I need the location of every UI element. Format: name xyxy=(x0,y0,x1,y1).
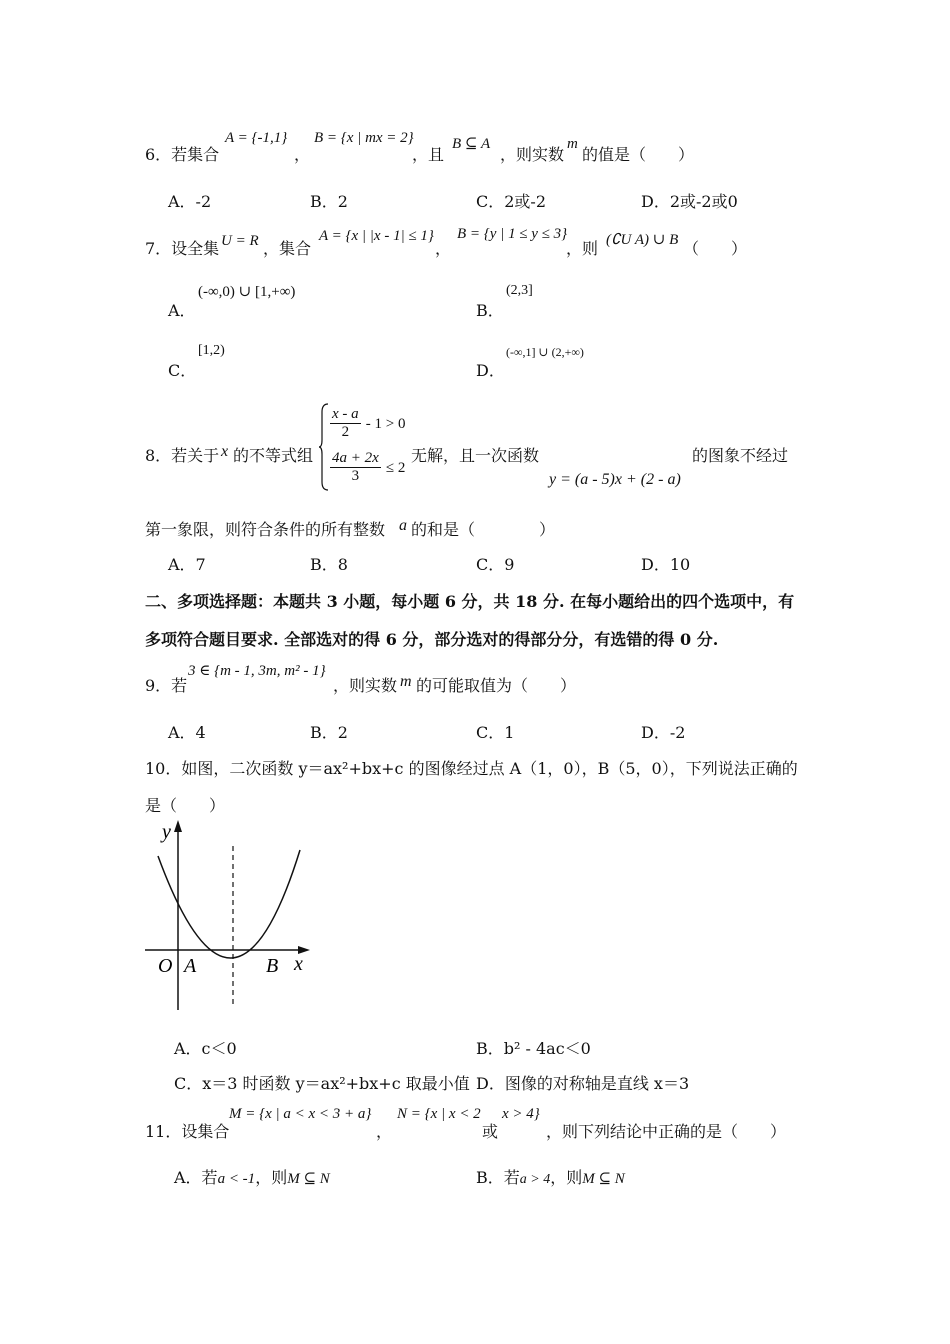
q11-option-b-cond: a > 4 xyxy=(519,1172,551,1187)
q8-option-a: A．7 xyxy=(168,555,206,574)
q6-set-b: B = {x | mx = 2} xyxy=(314,130,414,146)
q11-option-a xyxy=(174,1165,330,1188)
q7-set-b: B = {y | 1 ≤ y ≤ 3} xyxy=(457,226,568,242)
q11-stem: 11．设集合 xyxy=(145,1122,230,1141)
graph-label-b: B xyxy=(266,955,279,977)
q7-option-b-value: (2,3] xyxy=(506,283,533,298)
q7-option-d: D． xyxy=(476,361,505,380)
q7-set-a: A = {x | |x - 1| ≤ 1} xyxy=(319,228,434,244)
q8-tail: 的图象不经过 xyxy=(692,446,789,465)
q8-mid: 无解，且一次函数 xyxy=(411,446,540,465)
q11-set-n-part1: N = {x | x < 2 xyxy=(397,1106,481,1122)
q8-var-a: a xyxy=(399,517,407,534)
q6-stem: 6．若集合 xyxy=(145,145,220,164)
q8-function: y = (a - 5)x + (2 - a) xyxy=(549,471,681,488)
q10-line-1: 10．如图，二次函数 y＝ax²+bx+c 的图像经过点 A（1，0），B（5，0），下列说法正确的 xyxy=(145,759,798,778)
q7-option-b: B． xyxy=(476,301,504,320)
q11-or: 或 xyxy=(482,1122,499,1141)
q10-option-d: D．图像的对称轴是直线 x＝3 xyxy=(476,1074,690,1093)
q8-stem2: 的不等式组 xyxy=(233,446,314,465)
q9-stem: 9．若 xyxy=(145,676,188,695)
q8-ineq2-numerator: 4a + 2x xyxy=(332,450,379,466)
q11-option-b-result: M ⊆ N xyxy=(582,1171,625,1187)
q8-inequality-2 xyxy=(330,450,405,485)
q7-option-d-value: (-∞,1] ∪ (2,+∞) xyxy=(506,345,584,359)
q9-option-a: A．4 xyxy=(168,723,206,742)
q7-mid: ，集合 xyxy=(263,239,312,258)
q7-option-c-value: [1,2) xyxy=(198,343,225,358)
q6-tail: ，则实数 xyxy=(500,145,565,164)
q11-option-a-cond: a < -1 xyxy=(217,1171,256,1187)
q8-ineq1-denominator: 2 xyxy=(330,423,361,441)
q9-option-c: C．1 xyxy=(476,723,515,742)
q7-option-a-value: (-∞,0) ∪ [1,+∞) xyxy=(198,284,296,300)
q7-expr: (∁U A) ∪ B xyxy=(606,232,679,248)
q9-option-b: B．2 xyxy=(310,723,348,742)
q8-var-x: x xyxy=(221,443,229,460)
q11-option-a-prefix: A．若 xyxy=(174,1168,218,1187)
q7-stem: 7．设全集 xyxy=(145,239,220,258)
q11-option-b-prefix: B．若 xyxy=(476,1168,520,1187)
q9-expr: 3 ∈ {m - 1, 3m, m² - 1} xyxy=(188,663,326,679)
q6-set-a: A = {-1,1} xyxy=(225,130,288,146)
q8-ineq2-denominator: 3 xyxy=(330,467,381,485)
q6-tail2: 的值是（ ） xyxy=(582,145,695,164)
q7-paren: （ ） xyxy=(683,239,748,258)
q11-option-a-result: M ⊆ N xyxy=(287,1171,330,1187)
q6-cond: ，且 xyxy=(412,145,445,164)
q6-option-c: C．2或-2 xyxy=(476,192,547,211)
q9-option-d: D．-2 xyxy=(641,723,686,742)
q8-line2: 第一象限，则符合条件的所有整数 xyxy=(145,520,386,539)
q7-option-a: A． xyxy=(168,301,196,320)
q8-option-b: B．8 xyxy=(310,555,348,574)
section-2-line-2: 多项符合题目要求. 全部选对的得 6 分，部分选对的得部分分，有选错的得 0 分. xyxy=(145,630,719,649)
q9-var: m xyxy=(400,673,412,690)
parabola-curve xyxy=(158,850,300,958)
q9-tail: ，则实数 xyxy=(333,676,398,695)
q10-parabola-graph xyxy=(140,818,320,1018)
q7-universe: U = R xyxy=(221,233,259,249)
q11-set-m: M = {x | a < x < 3 + a} xyxy=(229,1106,372,1122)
q6-var: m xyxy=(567,136,578,152)
section-2-line-1: 二、多项选择题：本题共 3 小题，每小题 6 分，共 18 分. 在每小题给出的四个选项中，有 xyxy=(145,592,795,611)
q11-option-b xyxy=(476,1165,625,1188)
y-axis-arrow-icon xyxy=(174,820,182,832)
graph-label-x: x xyxy=(294,953,303,975)
q11-set-n-part2: x > 4} xyxy=(502,1106,540,1122)
q8-option-d: D．10 xyxy=(641,555,691,574)
q11-option-a-mid: ，则 xyxy=(255,1168,288,1187)
q11-tail: ，则下列结论中正确的是（ ） xyxy=(546,1122,787,1141)
q8-ineq2-rest: ≤ 2 xyxy=(385,460,406,476)
q6-option-b: B．2 xyxy=(310,192,348,211)
q7-then: ，则 xyxy=(566,239,599,258)
q8-line2-tail: 的和是（ ） xyxy=(411,520,556,539)
q9-tail2: 的可能取值为（ ） xyxy=(416,676,577,695)
graph-label-y: y xyxy=(162,821,171,843)
q11-sep: ， xyxy=(376,1122,393,1141)
q10-option-b: B．b² - 4ac＜0 xyxy=(476,1039,591,1058)
q8-ineq1-rest: - 1 > 0 xyxy=(365,416,406,432)
q7-option-c: C． xyxy=(168,361,197,380)
q8-ineq1-numerator: x - a xyxy=(332,406,359,422)
q10-option-c: C．x＝3 时函数 y＝ax²+bx+c 取最小值 xyxy=(174,1074,470,1093)
q10-option-a: A．c＜0 xyxy=(174,1039,237,1058)
graph-label-origin: O xyxy=(158,955,173,977)
q6-option-a: A．-2 xyxy=(168,192,212,211)
q6-subset: B ⊆ A xyxy=(452,136,491,152)
q10-line-2: 是（ ） xyxy=(145,796,226,815)
graph-label-a: A xyxy=(184,955,197,977)
q8-inequality-1 xyxy=(330,406,405,441)
q6-option-d: D．2或-2或0 xyxy=(641,192,738,211)
q8-left-brace xyxy=(318,402,330,492)
q8-option-c: C．9 xyxy=(476,555,515,574)
q8-stem: 8．若关于 xyxy=(145,446,220,465)
q11-option-b-mid: ，则 xyxy=(550,1168,583,1187)
